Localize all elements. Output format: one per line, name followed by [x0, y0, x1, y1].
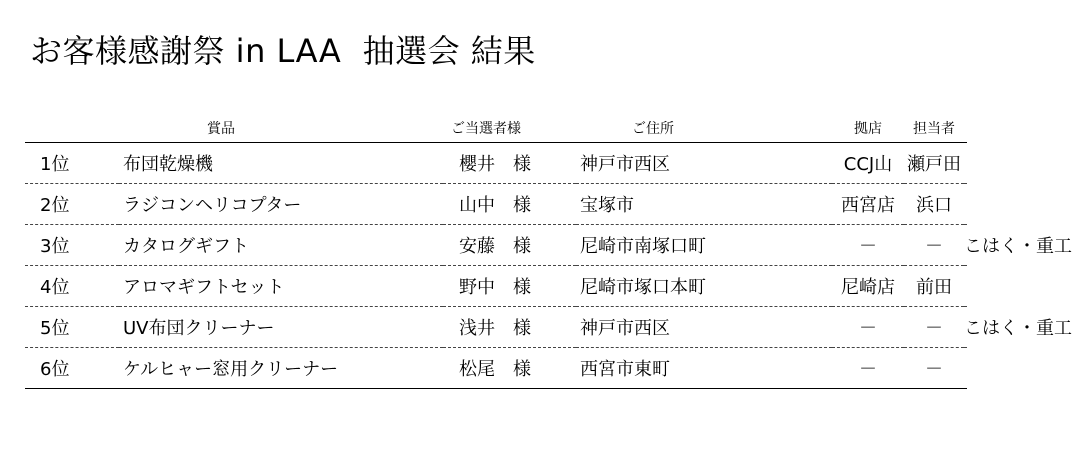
note-cell	[964, 266, 967, 307]
table-row	[25, 143, 967, 184]
table-row	[25, 307, 967, 348]
note-cell	[964, 143, 967, 184]
address-cell: 神戸市西区	[576, 307, 832, 348]
header-winner: ご当選者様	[443, 113, 576, 143]
store-cell: －	[832, 225, 904, 266]
note-cell: こはく・重工	[964, 225, 967, 266]
rank-cell: 5位	[25, 307, 119, 348]
header-store: 拠店	[832, 113, 904, 143]
winner-cell: 野中 様	[443, 266, 576, 307]
store-cell: －	[832, 307, 904, 348]
winner-cell: 松尾 様	[443, 348, 576, 389]
page-title: お客様感謝祭 in LAA 抽選会 結果	[30, 32, 536, 70]
address-cell: 尼崎市塚口本町	[576, 266, 832, 307]
prize-cell: 布団乾燥機	[119, 143, 443, 184]
staff-cell: 瀬戸田	[904, 143, 964, 184]
address-cell: 尼崎市南塚口町	[576, 225, 832, 266]
note-cell	[964, 348, 967, 389]
winner-cell: 櫻井 様	[443, 143, 576, 184]
staff-cell: 浜口	[904, 184, 964, 225]
store-cell: 尼崎店	[832, 266, 904, 307]
header-prize: 賞品	[119, 113, 443, 143]
address-cell: 神戸市西区	[576, 143, 832, 184]
store-cell: －	[832, 348, 904, 389]
table-row	[25, 184, 967, 225]
rank-cell: 3位	[25, 225, 119, 266]
header-row	[25, 113, 967, 143]
staff-cell: 前田	[904, 266, 964, 307]
prize-cell: ケルヒャー窓用クリーナー	[119, 348, 443, 389]
winner-cell: 浅井 様	[443, 307, 576, 348]
results-table	[25, 113, 1072, 389]
table-row	[25, 348, 967, 389]
store-cell: CCJ山	[832, 143, 904, 184]
header-address: ご住所	[576, 113, 832, 143]
prize-cell: カタログギフト	[119, 225, 443, 266]
address-cell: 西宮市東町	[576, 348, 832, 389]
staff-cell: －	[904, 348, 964, 389]
rank-cell: 2位	[25, 184, 119, 225]
address-cell: 宝塚市	[576, 184, 832, 225]
note-cell	[964, 184, 967, 225]
header-note	[964, 113, 967, 143]
store-cell: 西宮店	[832, 184, 904, 225]
table-row	[25, 266, 967, 307]
winner-cell: 安藤 様	[443, 225, 576, 266]
table-row	[25, 225, 967, 266]
note-cell: こはく・重工	[964, 307, 967, 348]
staff-cell: －	[904, 307, 964, 348]
header-rank	[25, 113, 119, 143]
winner-cell: 山中 様	[443, 184, 576, 225]
prize-cell: ラジコンヘリコプター	[119, 184, 443, 225]
header-staff: 担当者	[904, 113, 964, 143]
staff-cell: －	[904, 225, 964, 266]
rank-cell: 1位	[25, 143, 119, 184]
rank-cell: 4位	[25, 266, 119, 307]
rank-cell: 6位	[25, 348, 119, 389]
prize-cell: アロマギフトセット	[119, 266, 443, 307]
prize-cell: UV布団クリーナー	[119, 307, 443, 348]
